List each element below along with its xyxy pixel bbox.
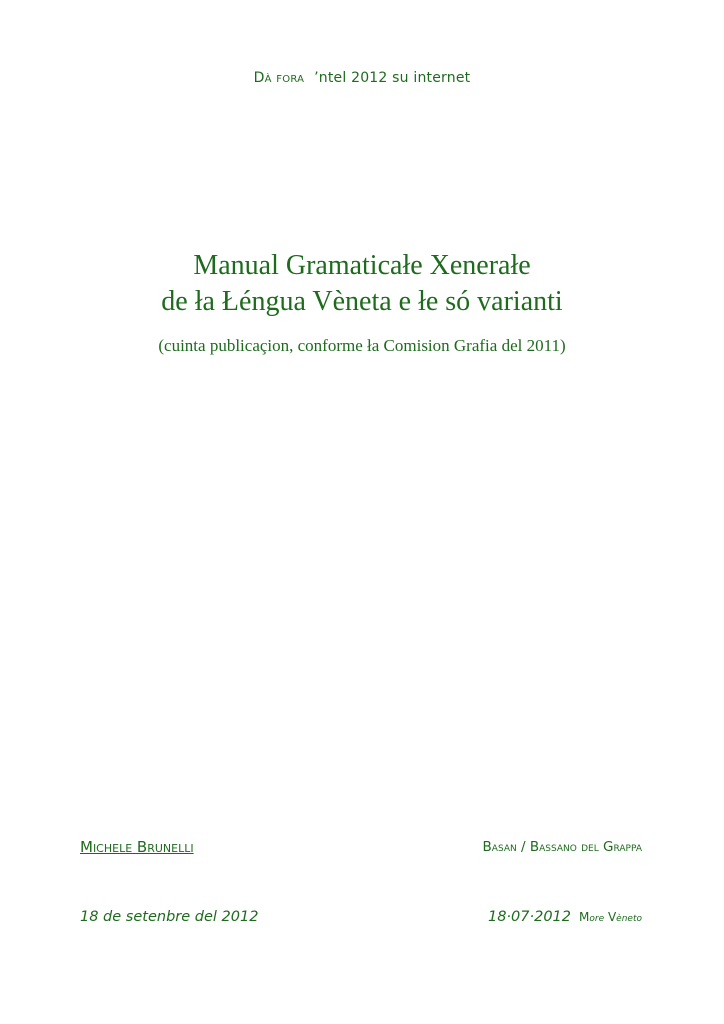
old-style-ore: ore [589, 914, 605, 924]
old-style-v: V [607, 910, 617, 924]
author-name: Michele Brunelli [80, 838, 194, 856]
old-style-date [488, 909, 642, 925]
title-block [0, 248, 724, 356]
document-title-line-2: de ła Łéngua Vèneta e łe só varianti [161, 286, 563, 317]
old-style-date-number: 18·07·2012 [487, 909, 572, 925]
old-style-m: M [579, 910, 590, 924]
publication-note [0, 70, 724, 86]
old-style-eneto: èneto [616, 914, 642, 924]
publication-note-prefix: Dà fora [253, 70, 305, 86]
publication-date: 18 de setenbre del 2012 [80, 909, 259, 925]
publication-note-rest: ’ntel 2012 su internet [314, 70, 471, 86]
place-name: Basan / Bassano del Grappa [482, 839, 642, 855]
old-style-calendar-label [579, 910, 642, 924]
document-subtitle: (cuinta publicaçion, conforme ła Comision Grafia del 2011) [158, 336, 566, 355]
document-title-line-1: Manual Gramaticałe Xenerałe [193, 250, 531, 281]
